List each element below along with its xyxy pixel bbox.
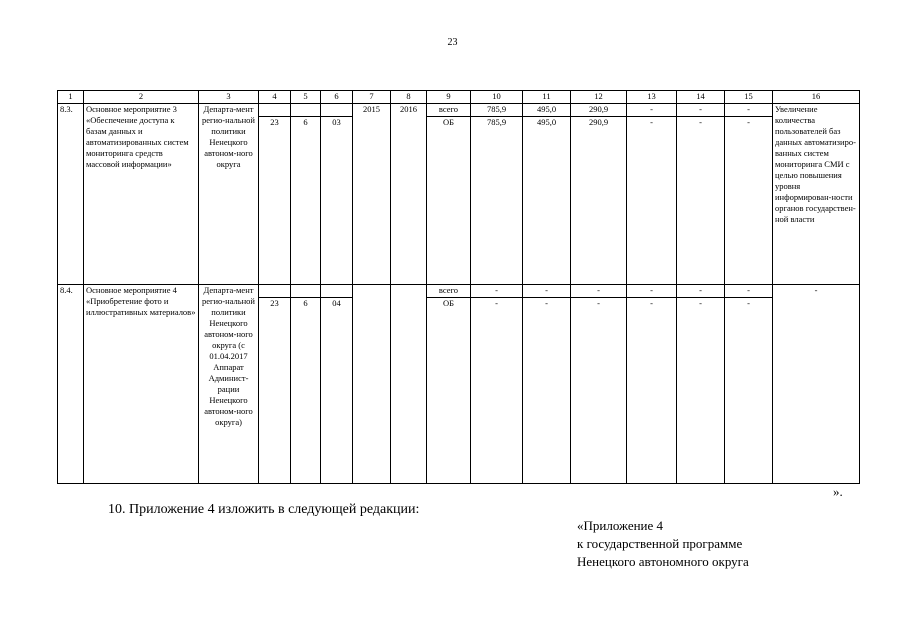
header-cell: 5: [291, 91, 321, 104]
closing-quote: ».: [833, 484, 843, 499]
end-year: [391, 285, 427, 484]
table-cell: 785,9: [471, 104, 523, 117]
start-year: 2015: [353, 104, 391, 285]
activity-name: Основное мероприятие 3 «Обеспечение доступа к базам данных и автоматизированных систем мониторинга средств массовой информации»: [84, 104, 199, 285]
header-cell: 2: [84, 91, 199, 104]
executor: Департа-мент регио-нальной политики Ненецкого автоном-ного округа: [199, 104, 259, 285]
funding-source: всего: [427, 285, 471, 298]
budget-code: 04: [321, 298, 353, 484]
row-number: 8.4.: [58, 285, 84, 484]
budget-code: 03: [321, 117, 353, 285]
row-number: 8.3.: [58, 104, 84, 285]
table-cell: -: [677, 298, 725, 484]
header-cell: 3: [199, 91, 259, 104]
activity-name: Основное мероприятие 4 «Приобретение фото и иллюстративных материалов»: [84, 285, 199, 484]
header-cell: 10: [471, 91, 523, 104]
table-cell: -: [471, 298, 523, 484]
table-cell: -: [677, 117, 725, 285]
header-cell: 1: [58, 91, 84, 104]
header-cell: 9: [427, 91, 471, 104]
table-cell: [259, 104, 291, 117]
header-row: [58, 91, 860, 104]
table-cell: [259, 285, 291, 298]
table-cell: -: [523, 298, 571, 484]
table-cell: -: [725, 104, 773, 117]
appendix-heading: [577, 517, 749, 571]
table-cell: -: [523, 285, 571, 298]
expected-result: -: [773, 285, 860, 484]
table-cell: -: [725, 298, 773, 484]
executor: Департа-мент регио-нальной политики Ненецкого автоном-ного округа (с 01.04.2017 Аппарат Админист-рации Ненецкого автоном-ного округа): [199, 285, 259, 484]
header-cell: 14: [677, 91, 725, 104]
table-cell: 290,9: [571, 104, 627, 117]
table-cell: -: [571, 298, 627, 484]
table-cell: -: [627, 298, 677, 484]
budget-code: 6: [291, 117, 321, 285]
table-cell: -: [725, 117, 773, 285]
header-cell: 4: [259, 91, 291, 104]
table-cell: -: [627, 117, 677, 285]
table-row: [58, 285, 860, 298]
table-cell: -: [627, 104, 677, 117]
table-cell: -: [471, 285, 523, 298]
table-cell: -: [677, 285, 725, 298]
amendment-paragraph: 10. Приложение 4 изложить в следующей редакции:: [108, 502, 420, 517]
funding-source: ОБ: [427, 298, 471, 484]
program-table: [57, 90, 860, 484]
header-cell: 6: [321, 91, 353, 104]
appendix-line: «Приложение 4: [577, 518, 664, 533]
appendix-line: к государственной программе: [577, 536, 743, 551]
expected-result: Увеличение количества пользователей баз данных автоматизиро-ванных систем мониторинга СМИ с целью повышения уровня информирован-ности органов государствен-ной власти: [773, 104, 860, 285]
start-year: [353, 285, 391, 484]
table-cell: -: [627, 285, 677, 298]
funding-source: всего: [427, 104, 471, 117]
table-cell: -: [725, 285, 773, 298]
page-number: 23: [447, 37, 458, 48]
table-cell: 290,9: [571, 117, 627, 285]
header-cell: 16: [773, 91, 860, 104]
table-cell: -: [571, 285, 627, 298]
budget-code: 6: [291, 298, 321, 484]
header-cell: 8: [391, 91, 427, 104]
header-cell: 7: [353, 91, 391, 104]
header-cell: 11: [523, 91, 571, 104]
budget-code: 23: [259, 117, 291, 285]
header-cell: 13: [627, 91, 677, 104]
table-cell: 495,0: [523, 104, 571, 117]
table-cell: [291, 285, 321, 298]
table-cell: [291, 104, 321, 117]
header-cell: 15: [725, 91, 773, 104]
table-cell: 785,9: [471, 117, 523, 285]
header-cell: 12: [571, 91, 627, 104]
table-cell: [321, 104, 353, 117]
budget-code: 23: [259, 298, 291, 484]
table-row: [58, 104, 860, 117]
table-cell: 495,0: [523, 117, 571, 285]
end-year: 2016: [391, 104, 427, 285]
appendix-line: Ненецкого автономного округа: [577, 554, 749, 569]
funding-source: ОБ: [427, 117, 471, 285]
table-cell: -: [677, 104, 725, 117]
table-cell: [321, 285, 353, 298]
